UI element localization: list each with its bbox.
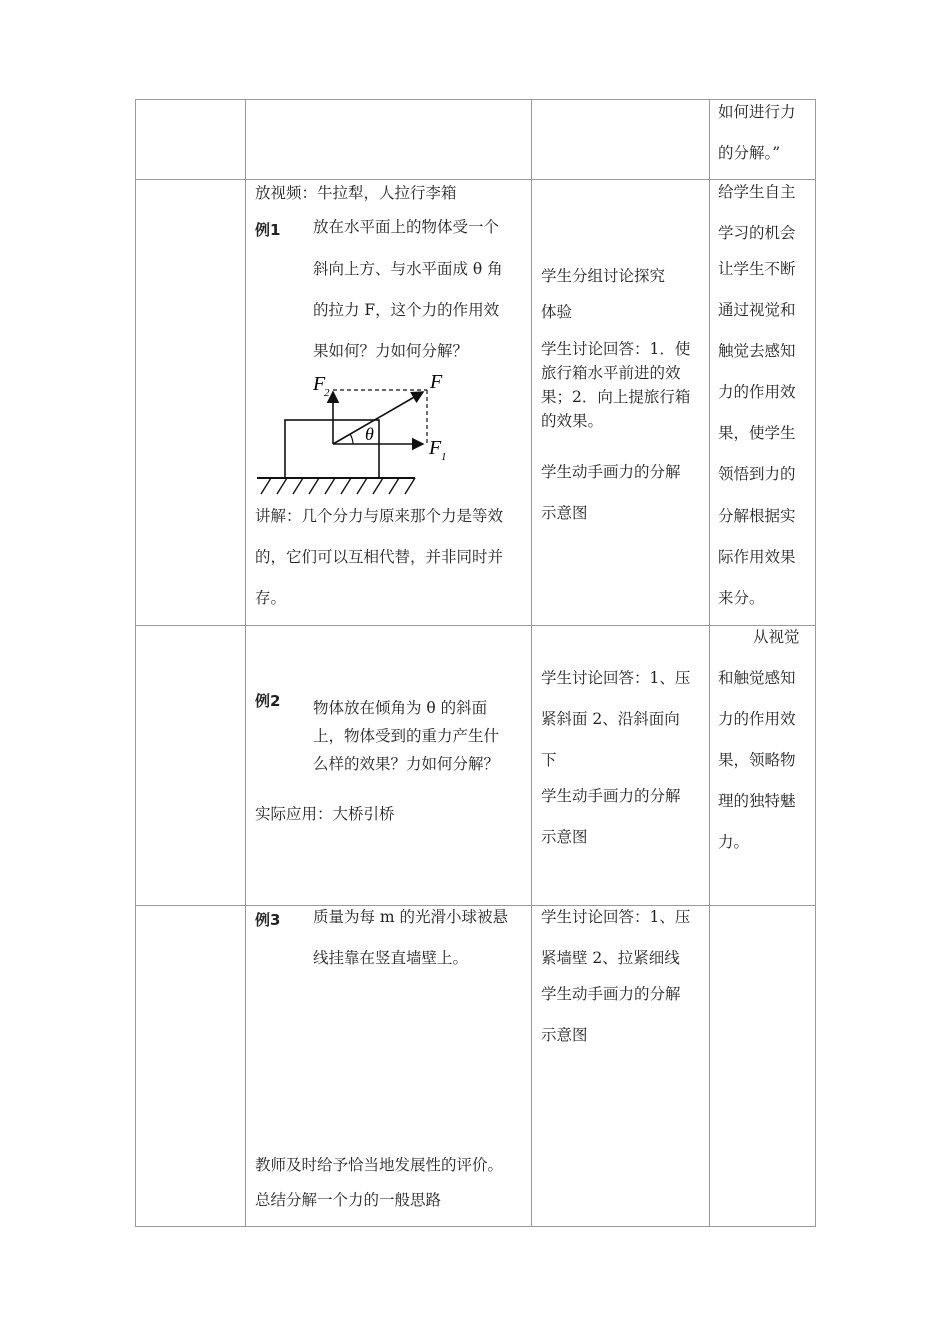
angle-arc <box>350 434 353 444</box>
explain-line: 存。 <box>255 589 287 607</box>
grid-line <box>135 179 816 180</box>
answer-line: 学生讨论回答：1、压 <box>541 669 691 687</box>
purpose-line: 际作用效果 <box>718 548 796 566</box>
example-line: 的拉力 F，这个力的作用效 <box>313 301 500 319</box>
force-f2-label: F <box>313 373 326 395</box>
explain-line: 讲解：几个分力与原来那个力是等效 <box>255 507 504 525</box>
purpose-line: 分解根据实 <box>718 507 796 525</box>
example-line: 物体放在倾角为 θ 的斜面 <box>313 699 488 717</box>
grid-line <box>245 99 246 1227</box>
purpose-line: 果，使学生 <box>718 424 796 442</box>
answer-line: 下 <box>541 751 557 769</box>
purpose-line: 如何进行力 <box>718 103 796 121</box>
force-f-label: F <box>430 371 443 393</box>
example-line: 斜向上方、与水平面成 θ 角 <box>313 260 503 278</box>
force-f1-label: F <box>429 437 442 459</box>
discuss-line: 体验 <box>541 303 573 321</box>
purpose-line: 果，领略物 <box>718 751 796 769</box>
video-note: 放视频：牛拉犁，人拉行李箱 <box>255 184 457 202</box>
grid-line <box>135 99 136 1227</box>
answer-line: 学生讨论回答：1．使 <box>541 340 691 358</box>
purpose-line: 触觉去感知 <box>718 342 796 360</box>
application-note: 实际应用：大桥引桥 <box>255 805 395 823</box>
answer-line: 紧墙壁 2、拉紧细线 <box>541 949 680 967</box>
purpose-line: 学习的机会 <box>718 224 796 242</box>
purpose-line: 力的作用效 <box>718 710 796 728</box>
purpose-line: 领悟到力的 <box>718 465 796 483</box>
purpose-line: 给学生自主 <box>718 183 796 201</box>
force-f1-subscript: 1 <box>441 451 447 463</box>
explain-line: 的，它们可以互相代替，并非同时并 <box>255 548 504 566</box>
draw-line: 学生动手画力的分解 <box>541 787 681 805</box>
grid-line <box>709 99 710 1227</box>
purpose-line: 让学生不断 <box>718 260 796 278</box>
purpose-line: 的分解。” <box>718 144 781 162</box>
example-label: 例1 <box>255 221 281 239</box>
purpose-line: 来分。 <box>718 589 765 607</box>
force-diagram <box>255 370 447 500</box>
example-line: 果如何？力如何分解？ <box>313 342 469 360</box>
force-f2-subscript: 2 <box>324 387 330 399</box>
grid-line <box>531 99 532 1227</box>
closing-line: 教师及时给予恰当地发展性的评价。 <box>255 1156 504 1174</box>
draw-line: 学生动手画力的分解 <box>541 985 681 1003</box>
example-line: 线挂靠在竖直墙壁上。 <box>313 949 469 967</box>
purpose-line: 和触觉感知 <box>718 669 796 687</box>
draw-line: 示意图 <box>541 504 588 522</box>
answer-line: 紧斜面 2、沿斜面向 <box>541 710 680 728</box>
ground-hatch <box>261 478 415 494</box>
example-line: 么样的效果？力如何分解？ <box>313 755 500 773</box>
example-label: 例2 <box>255 692 281 710</box>
answer-line: 的效果。 <box>541 412 604 430</box>
example-line: 放在水平面上的物体受一个 <box>313 218 500 236</box>
example-label: 例3 <box>255 911 281 929</box>
purpose-line: 从视觉 <box>753 628 800 646</box>
purpose-line: 力。 <box>718 833 750 851</box>
grid-line <box>135 99 816 100</box>
draw-line: 示意图 <box>541 828 588 846</box>
purpose-line: 通过视觉和 <box>718 301 796 319</box>
closing-line: 总结分解一个力的一般思路 <box>255 1191 442 1209</box>
answer-line: 果；2．向上提旅行箱 <box>541 388 691 406</box>
purpose-line: 力的作用效 <box>718 383 796 401</box>
grid-line <box>815 99 816 1227</box>
example-line: 上，物体受到的重力产生什 <box>313 727 500 745</box>
draw-line: 学生动手画力的分解 <box>541 463 681 481</box>
theta-label: θ <box>365 424 374 444</box>
discuss-line: 学生分组讨论探究 <box>541 267 666 285</box>
answer-line: 学生讨论回答：1、压 <box>541 908 691 926</box>
force-f-arrow <box>333 392 423 444</box>
answer-line: 旅行箱水平前进的效 <box>541 364 681 382</box>
draw-line: 示意图 <box>541 1026 588 1044</box>
example-line: 质量为每 m 的光滑小球被悬 <box>313 908 509 926</box>
purpose-line: 理的独特魅 <box>718 792 796 810</box>
grid-line <box>135 625 816 626</box>
grid-line <box>135 1226 816 1227</box>
